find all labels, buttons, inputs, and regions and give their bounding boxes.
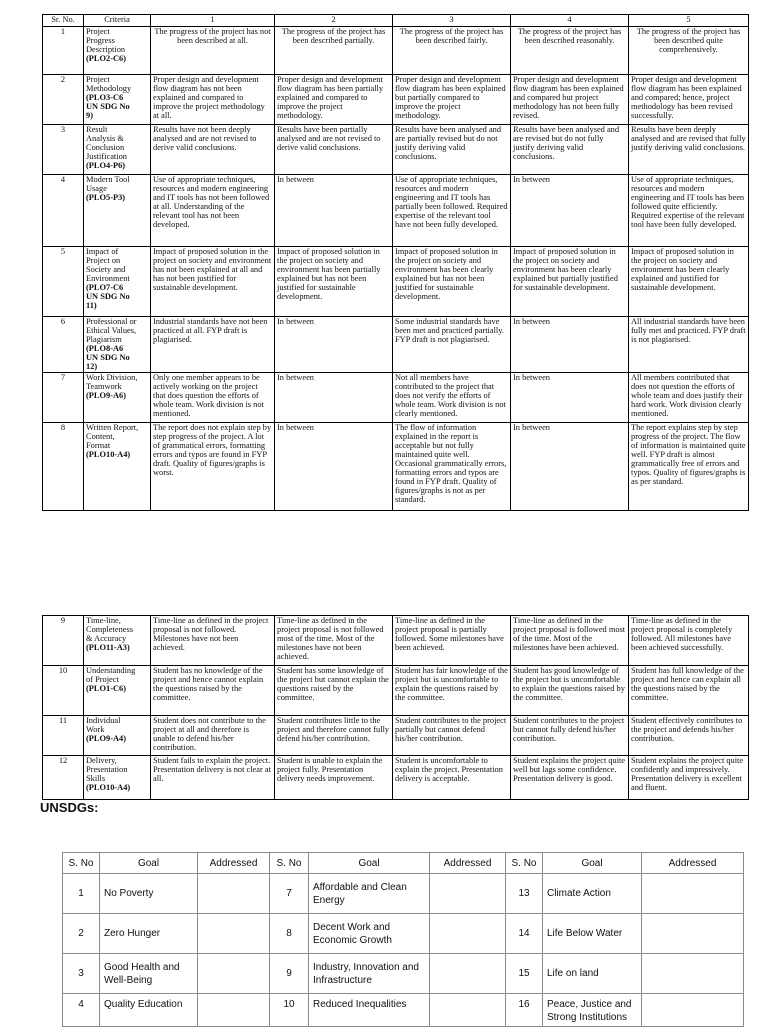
plo-code: (PLO4-P6) (86, 161, 126, 170)
header-addressed: Addressed (642, 853, 744, 874)
criteria-cell (84, 125, 151, 175)
level-4-descriptor: Student has good knowledge of the project but is uncomfortable to explain the questions raised by the committee. (511, 666, 629, 716)
sr-no-cell: 1 (43, 27, 84, 75)
level-2-descriptor: In between (275, 423, 393, 511)
goal-name: Zero Hunger (100, 914, 198, 954)
sr-no-cell: 4 (43, 175, 84, 247)
level-1-descriptor: Time-line as defined in the project proposal is not followed. Milestones have not been achieved. (151, 616, 275, 666)
level-2-descriptor: Impact of proposed solution in the project on society and environment has been partially explained but has not been justified for sustainable development. (275, 247, 393, 317)
level-2-descriptor: Student is unable to explain the project fully. Presentation delivery needs improvement. (275, 756, 393, 800)
rubric-table-part-2 (42, 615, 749, 800)
level-4-descriptor: Student explains the project quite well but lags some confidence. Presentation delivery is good. (511, 756, 629, 800)
header-criteria: Criteria (84, 15, 151, 27)
level-5-descriptor: Impact of proposed solution in the project on society and environment has been clearly explained and justified for sustainable development. (629, 247, 749, 317)
plo-code: (PLO8-A6 UN SDG No 12) (86, 344, 130, 371)
goal-addressed-cell[interactable] (430, 954, 506, 994)
criteria-cell (84, 175, 151, 247)
goal-number: 4 (63, 994, 100, 1027)
level-3-descriptor: Proper design and development flow diagram has been explained but partially compared to improve the project methodology. (393, 75, 511, 125)
level-2-descriptor: Student contributes little to the project and therefore cannot fully defend his/her contribution. (275, 716, 393, 756)
plo-code: (PLO11-A3) (86, 643, 130, 652)
criteria-cell (84, 716, 151, 756)
goal-number: 3 (63, 954, 100, 994)
level-1-descriptor: Results have not been deeply analysed and are not revised to derive valid conclusions. (151, 125, 275, 175)
criteria-label: Modern Tool Usage (86, 175, 130, 193)
level-3-descriptor: Impact of proposed solution in the project on society and environment has been clearly explained but has not been justified for sustainable development. (393, 247, 511, 317)
level-1-descriptor: Use of appropriate techniques, resources and modern engineering and IT tools has not been followed at all. Understanding of the relevant tool has not been developed. (151, 175, 275, 247)
header-goal: Goal (543, 853, 642, 874)
level-5-descriptor: Proper design and development flow diagram has been explained and compared; hence, project methodology has been revised successfully. (629, 75, 749, 125)
header-level-3: 3 (393, 15, 511, 27)
sr-no-cell: 5 (43, 247, 84, 317)
goal-addressed-cell[interactable] (198, 954, 270, 994)
rubric-row (43, 716, 749, 756)
goal-name: Quality Education (100, 994, 198, 1027)
rubric-table-part-1 (42, 14, 749, 511)
criteria-label: Project Progress Description (86, 27, 126, 54)
goal-name: Industry, Innovation and Infrastructure (309, 954, 430, 994)
criteria-cell (84, 666, 151, 716)
level-2-descriptor: In between (275, 373, 393, 423)
sr-no-cell: 6 (43, 317, 84, 373)
rubric-row (43, 373, 749, 423)
goal-number: 9 (270, 954, 309, 994)
level-3-descriptor: The flow of information explained in the report is acceptable but not fully maintained quite well. Occasional grammatically errors, formatting errors and typos are found in FYP draft. Quality of figures/graphs is not as per standard. (393, 423, 511, 511)
goal-addressed-cell[interactable] (642, 994, 744, 1027)
level-3-descriptor: Student is uncomfortable to explain the project. Presentation delivery is acceptable. (393, 756, 511, 800)
header-goal: Goal (100, 853, 198, 874)
goal-addressed-cell[interactable] (430, 914, 506, 954)
level-1-descriptor: Proper design and development flow diagram has not been explained and compared to improve the project methodology at all. (151, 75, 275, 125)
level-5-descriptor: All members contributed that does not question the efforts of whole team and does justify their hard work. Work division clearly mentioned. (629, 373, 749, 423)
rubric-row (43, 175, 749, 247)
goal-name: Life Below Water (543, 914, 642, 954)
header-level-2: 2 (275, 15, 393, 27)
header-s-no: S. No (270, 853, 309, 874)
goal-addressed-cell[interactable] (198, 874, 270, 914)
level-4-descriptor: In between (511, 423, 629, 511)
goal-number: 8 (270, 914, 309, 954)
level-5-descriptor: Results have been deeply analysed and are revised that fully justify deriving valid conclusions. (629, 125, 749, 175)
level-5-descriptor: Student explains the project quite confidently and impressively. Presentation delivery is excellent and fluent. (629, 756, 749, 800)
level-5-descriptor: Student has full knowledge of the project and hence can explain all the questions raised by the committee. (629, 666, 749, 716)
unsdgs-heading: UNSDGs: (40, 800, 99, 815)
header-s-no: S. No (506, 853, 543, 874)
level-1-descriptor: Student has no knowledge of the project and hence cannot explain the questions raised by the committee. (151, 666, 275, 716)
level-2-descriptor: Time-line as defined in the project proposal is not followed most of the time. Most of the milestones have not been achieved. (275, 616, 393, 666)
level-5-descriptor: The report explains step by step progress of the project. The flow of information is maintained quite well. FYP draft is almost grammatically free of errors and typos. Quality of figures/graphs is as per standard. (629, 423, 749, 511)
plo-code: (PLO9-A6) (86, 391, 127, 400)
unsdg-row (63, 914, 744, 954)
criteria-label: Individual Work (86, 716, 121, 734)
goal-name: Good Health and Well-Being (100, 954, 198, 994)
unsdg-row (63, 994, 744, 1027)
level-2-descriptor: Results have been partially analysed and are not revised to derive valid conclusions. (275, 125, 393, 175)
goal-name: Life on land (543, 954, 642, 994)
level-3-descriptor: The progress of the project has been described fairly. (393, 27, 511, 75)
goal-name: Climate Action (543, 874, 642, 914)
sr-no-cell: 10 (43, 666, 84, 716)
rubric-row (43, 423, 749, 511)
sr-no-cell: 9 (43, 616, 84, 666)
goal-name: Reduced Inequalities (309, 994, 430, 1027)
level-5-descriptor: Time-line as defined in the project proposal is completely followed. All milestones have been achieved successfully. (629, 616, 749, 666)
criteria-label: Understanding of Project (86, 666, 136, 684)
goal-number: 13 (506, 874, 543, 914)
level-4-descriptor: Student contributes to the project but cannot fully defend his/her contribution. (511, 716, 629, 756)
sr-no-cell: 11 (43, 716, 84, 756)
level-3-descriptor: Some industrial standards have been met and practiced partially. FYP draft is not plagiarised. (393, 317, 511, 373)
goal-number: 16 (506, 994, 543, 1027)
header-sr-no: Sr. No. (43, 15, 84, 27)
rubric-row (43, 756, 749, 800)
plo-code: (PLO5-P3) (86, 193, 126, 202)
level-2-descriptor: Proper design and development flow diagram has been partially explained and compared to improve the project methodology. (275, 75, 393, 125)
criteria-cell (84, 75, 151, 125)
level-4-descriptor: Results have been analysed and are revised but do not fully justify deriving valid conclusions. (511, 125, 629, 175)
level-2-descriptor: In between (275, 317, 393, 373)
goal-number: 15 (506, 954, 543, 994)
level-4-descriptor: The progress of the project has been described reasonably. (511, 27, 629, 75)
header-s-no: S. No (63, 853, 100, 874)
sr-no-cell: 7 (43, 373, 84, 423)
criteria-label: Written Report, Content, Format (86, 423, 139, 450)
level-3-descriptor: Results have been analysed and are partially revised but do not justify deriving valid conclusions. (393, 125, 511, 175)
goal-addressed-cell[interactable] (642, 914, 744, 954)
unsdgs-header-row (63, 853, 744, 874)
header-level-4: 4 (511, 15, 629, 27)
level-2-descriptor: In between (275, 175, 393, 247)
goal-addressed-cell[interactable] (642, 954, 744, 994)
plo-code: (PLO7-C6 UN SDG No 11) (86, 283, 130, 310)
plo-code: (PLO9-A4) (86, 734, 127, 743)
rubric-row (43, 75, 749, 125)
plo-code: (PLO10-A4) (86, 783, 131, 792)
sr-no-cell: 3 (43, 125, 84, 175)
goal-addressed-cell[interactable] (198, 914, 270, 954)
level-3-descriptor: Use of appropriate techniques, resources and modern engineering and IT tools has partially been followed. Required expertise of the relevant tool have not been fully developed. (393, 175, 511, 247)
level-1-descriptor: Impact of proposed solution in the project on society and environment has not been explained at all and has not been justified for sustainable development. (151, 247, 275, 317)
goal-name: Peace, Justice and Strong Institutions (543, 994, 642, 1027)
goal-number: 2 (63, 914, 100, 954)
goal-addressed-cell[interactable] (430, 874, 506, 914)
goal-addressed-cell[interactable] (430, 994, 506, 1027)
level-4-descriptor: Proper design and development flow diagram has been explained and compared but project methodology has not been fully revised. (511, 75, 629, 125)
header-goal: Goal (309, 853, 430, 874)
level-4-descriptor: In between (511, 175, 629, 247)
goal-name: No Poverty (100, 874, 198, 914)
criteria-label: Result Analysis & Conclusion Justification (86, 125, 127, 161)
level-5-descriptor: All industrial standards have been fully met and practiced. FYP draft is not plagiarised. (629, 317, 749, 373)
level-1-descriptor: The progress of the project has not been described at all. (151, 27, 275, 75)
criteria-cell (84, 616, 151, 666)
goal-number: 10 (270, 994, 309, 1027)
rubric-header-row (43, 15, 749, 27)
level-1-descriptor: Student fails to explain the project. Presentation delivery is not clear at all. (151, 756, 275, 800)
criteria-label: Delivery, Presentation Skills (86, 756, 128, 783)
level-3-descriptor: Time-line as defined in the project proposal is partially followed. Some milestones have been achieved. (393, 616, 511, 666)
header-level-5: 5 (629, 15, 749, 27)
criteria-label: Professional or Ethical Values, Plagiarism (86, 317, 137, 344)
criteria-cell (84, 27, 151, 75)
level-4-descriptor: Time-line as defined in the project proposal is followed most of the time. Most of the milestones have been achieved. (511, 616, 629, 666)
goal-addressed-cell[interactable] (198, 994, 270, 1027)
level-3-descriptor: Student contributes to the project partially but cannot defend his/her contribution. (393, 716, 511, 756)
level-1-descriptor: The report does not explain step by step progress of the project. A lot of grammatical errors, formatting errors and typos are found in FYP draft. Quality of figures/graphs is worst. (151, 423, 275, 511)
level-1-descriptor: Industrial standards have not been practiced at all. FYP draft is plagiarised. (151, 317, 275, 373)
criteria-cell (84, 756, 151, 800)
level-5-descriptor: Use of appropriate techniques, resources and modern engineering and IT tools has been followed quite efficiently. Required expertise of the relevant tool have been fully developed. (629, 175, 749, 247)
rubric-row (43, 317, 749, 373)
level-1-descriptor: Only one member appears to be actively working on the project that does question the efforts of whole team. Work division is not mentioned. (151, 373, 275, 423)
sr-no-cell: 8 (43, 423, 84, 511)
criteria-label: Time-line, Completeness & Accuracy (86, 616, 133, 643)
level-4-descriptor: In between (511, 373, 629, 423)
level-5-descriptor: Student effectively contributes to the project and defends his/her contribution. (629, 716, 749, 756)
goal-addressed-cell[interactable] (642, 874, 744, 914)
goal-number: 14 (506, 914, 543, 954)
plo-code: (PLO2-C6) (86, 54, 127, 63)
level-4-descriptor: Impact of proposed solution in the project on society and environment has been clearly explained but partially justified for sustainable development. (511, 247, 629, 317)
rubric-row (43, 666, 749, 716)
plo-code: (PLO10-A4) (86, 450, 131, 459)
header-addressed: Addressed (198, 853, 270, 874)
goal-number: 7 (270, 874, 309, 914)
level-4-descriptor: In between (511, 317, 629, 373)
criteria-label: Work Division, Teamwork (86, 373, 138, 391)
header-addressed: Addressed (430, 853, 506, 874)
level-2-descriptor: Student has some knowledge of the project but cannot explain the questions raised by the committee. (275, 666, 393, 716)
unsdg-row (63, 874, 744, 914)
criteria-cell (84, 247, 151, 317)
unsdg-row (63, 954, 744, 994)
criteria-label: Impact of Project on Society and Environment (86, 247, 130, 283)
rubric-row (43, 247, 749, 317)
plo-code: (PLO3-C6 UN SDG No 9) (86, 93, 130, 120)
plo-code: (PLO1-C6) (86, 684, 127, 693)
criteria-label: Project Methodology (86, 75, 132, 93)
goal-name: Affordable and Clean Energy (309, 874, 430, 914)
rubric-row (43, 125, 749, 175)
level-5-descriptor: The progress of the project has been described quite comprehensively. (629, 27, 749, 75)
sr-no-cell: 12 (43, 756, 84, 800)
sr-no-cell: 2 (43, 75, 84, 125)
rubric-row (43, 616, 749, 666)
header-level-1: 1 (151, 15, 275, 27)
level-1-descriptor: Student does not contribute to the project at all and therefore is unable to defend his/her contribution. (151, 716, 275, 756)
rubric-row (43, 27, 749, 75)
level-3-descriptor: Not all members have contributed to the project that does not verify the efforts of whole team. Work division is not clearly mentioned. (393, 373, 511, 423)
level-2-descriptor: The progress of the project has been described partially. (275, 27, 393, 75)
unsdgs-table (62, 852, 744, 1027)
level-3-descriptor: Student has fair knowledge of the project but is uncomfortable to explain the questions raised by the committee. (393, 666, 511, 716)
goal-number: 1 (63, 874, 100, 914)
criteria-cell (84, 317, 151, 373)
criteria-cell (84, 423, 151, 511)
goal-name: Decent Work and Economic Growth (309, 914, 430, 954)
criteria-cell (84, 373, 151, 423)
